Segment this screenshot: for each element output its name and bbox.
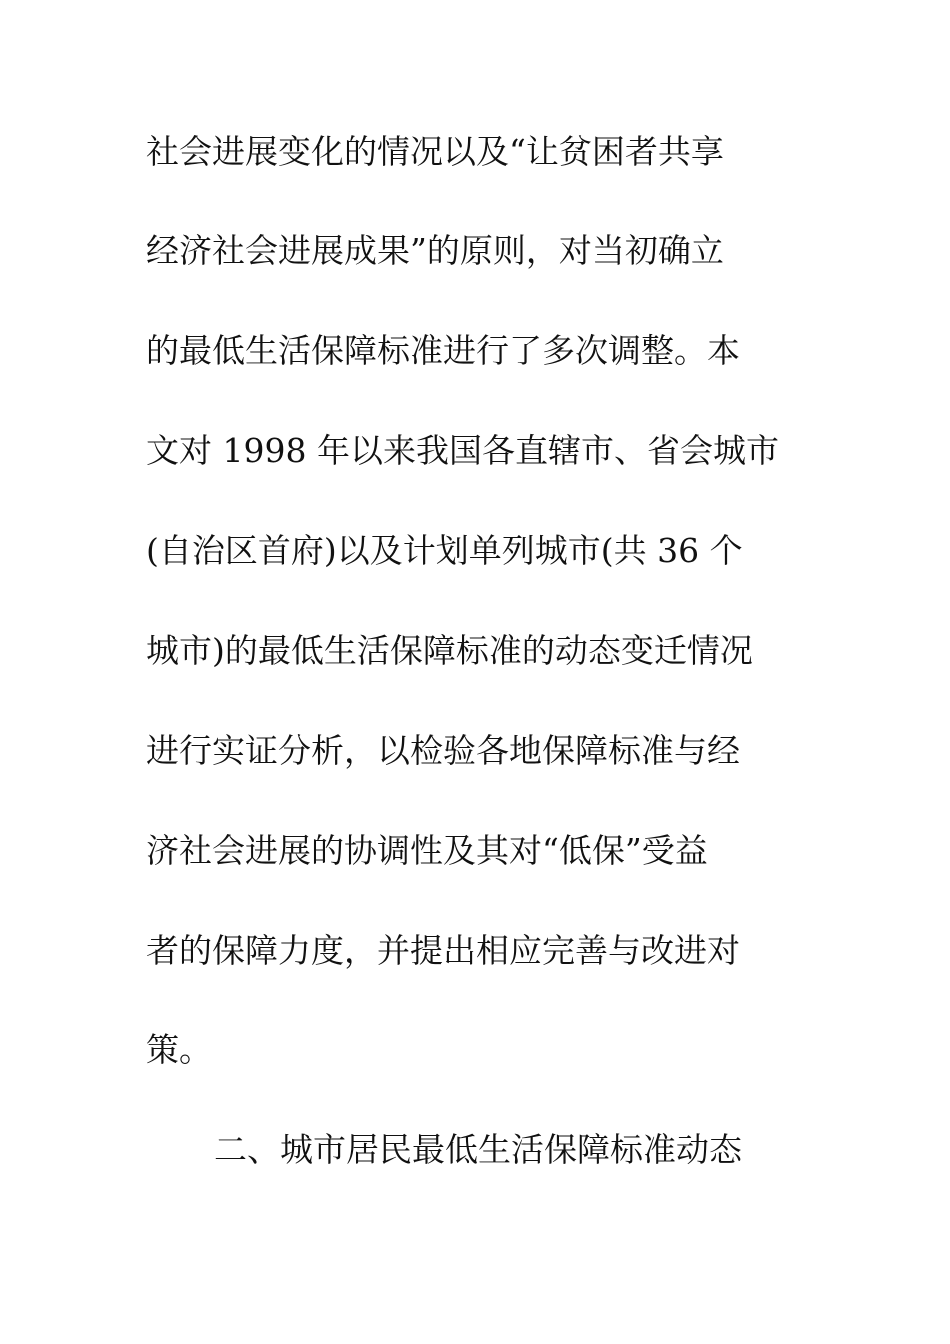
paragraph-line-5: (自治区首府)以及计划单列城市(共 36 个 [146, 531, 743, 570]
paragraph-line-1: 社会进展变化的情况以及“让贫困者共享 [146, 132, 724, 171]
paragraph-line-9: 者的保障力度，并提出相应完善与改进对 [146, 931, 740, 970]
paragraph-line-10: 策。 [146, 1030, 212, 1069]
paragraph-line-8: 济社会进展的协调性及其对“低保”受益 [146, 831, 708, 870]
paragraph-line-2: 经济社会进展成果”的原则，对当初确立 [146, 231, 724, 270]
paragraph-line-4: 文对 1998 年以来我国各直辖市、省会城市 [146, 431, 779, 470]
paragraph-line-3: 的最低生活保障标准进行了多次调整。本 [146, 331, 740, 370]
section-heading: 二、城市居民最低生活保障标准动态 [214, 1130, 742, 1169]
paragraph-line-6: 城市)的最低生活保障标准的动态变迁情况 [146, 631, 753, 670]
paragraph-line-7: 进行实证分析，以检验各地保障标准与经 [146, 731, 740, 770]
